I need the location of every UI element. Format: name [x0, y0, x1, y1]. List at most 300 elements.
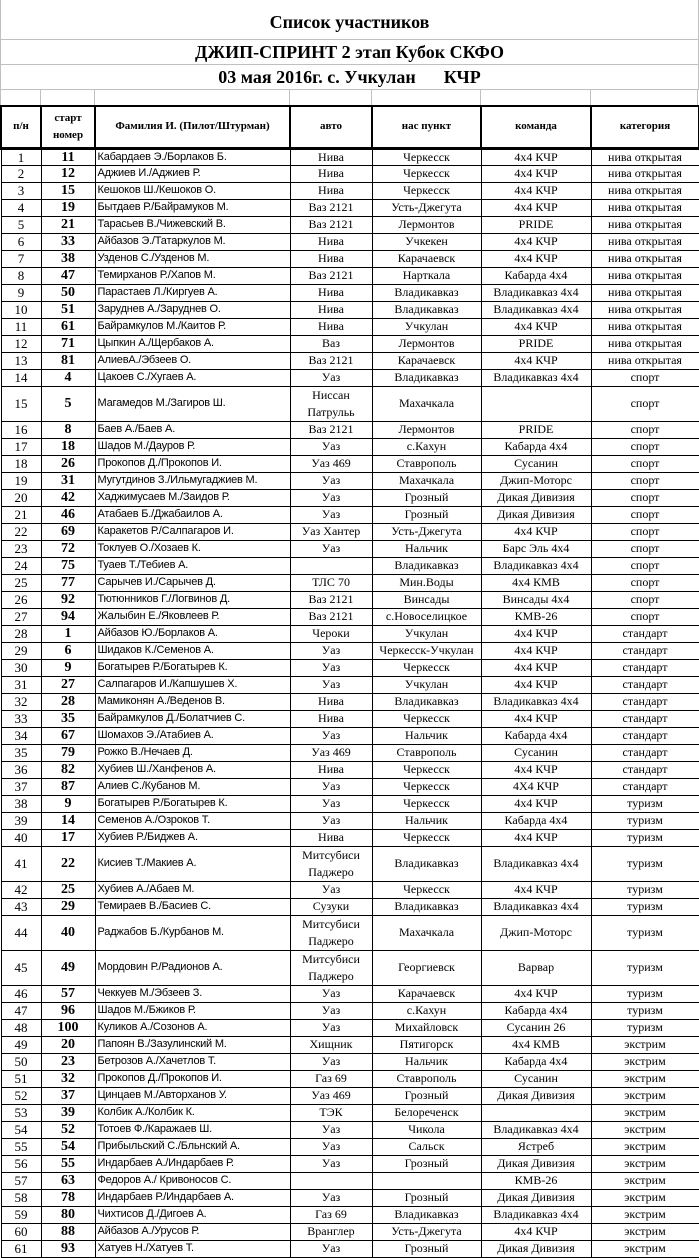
- table-row: [1, 301, 699, 318]
- category-cell: экстрим: [591, 1070, 699, 1087]
- category-cell: нива открытая: [591, 148, 699, 165]
- city-cell: Владикавказ: [372, 369, 481, 386]
- team-cell: Кабарда 4х4: [481, 812, 591, 829]
- row-number-cell: 39: [1, 812, 41, 829]
- crew-name-cell: Бетрозов А./Хачетлов Т.: [95, 1053, 290, 1070]
- crew-name-cell: Шадов М./Дауров Р.: [95, 438, 290, 455]
- table-row: [1, 386, 699, 421]
- crew-name-cell: Темираев В./Басиев С.: [95, 898, 290, 915]
- spacer-row: [0, 90, 698, 105]
- start-number-cell: 6: [41, 642, 95, 659]
- category-cell: экстрим: [591, 1138, 699, 1155]
- category-cell: стандарт: [591, 693, 699, 710]
- city-cell: Нальчик: [372, 727, 481, 744]
- category-cell: спорт: [591, 455, 699, 472]
- row-number-cell: 55: [1, 1138, 41, 1155]
- crew-name-cell: Парастаев Л./Киргуев А.: [95, 284, 290, 301]
- row-number-cell: 23: [1, 540, 41, 557]
- category-cell: стандарт: [591, 778, 699, 795]
- start-number-cell: 20: [41, 1036, 95, 1053]
- table-row: [1, 1189, 699, 1206]
- team-cell: PRIDE: [481, 421, 591, 438]
- crew-name-cell: Хубиев Ш./Ханфенов А.: [95, 761, 290, 778]
- category-cell: спорт: [591, 574, 699, 591]
- header-start-number: старт номер: [41, 106, 95, 148]
- table-row: [1, 778, 699, 795]
- car-cell: Уаз: [290, 727, 372, 744]
- title-block: [0, 0, 699, 90]
- team-cell: Кабарда 4х4: [481, 727, 591, 744]
- team-cell: Сусанин: [481, 744, 591, 761]
- city-cell: Черкесск: [372, 659, 481, 676]
- car-cell: Уаз: [290, 1019, 372, 1036]
- row-number-cell: 1: [1, 148, 41, 165]
- category-cell: стандарт: [591, 710, 699, 727]
- header-category: категория: [591, 106, 699, 148]
- city-cell: Владикавказ: [372, 1206, 481, 1223]
- car-cell: Уаз: [290, 659, 372, 676]
- category-cell: нива открытая: [591, 165, 699, 182]
- team-cell: PRIDE: [481, 335, 591, 352]
- car-cell: Вранглер: [290, 1223, 372, 1240]
- row-number-cell: 14: [1, 369, 41, 386]
- team-cell: Владикавказ 4х4: [481, 1121, 591, 1138]
- team-cell: Владикавказ 4х4: [481, 1206, 591, 1223]
- crew-name-cell: Прокопов Д./Прокопов И.: [95, 1070, 290, 1087]
- table-row: [1, 898, 699, 915]
- category-cell: экстрим: [591, 1053, 699, 1070]
- team-cell: 4х4 КЧР: [481, 165, 591, 182]
- city-cell: Лермонтов: [372, 335, 481, 352]
- start-number-cell: 46: [41, 506, 95, 523]
- start-number-cell: 40: [41, 915, 95, 950]
- table-row: [1, 1223, 699, 1240]
- team-cell: 4х4 КМВ: [481, 1036, 591, 1053]
- row-number-cell: 28: [1, 625, 41, 642]
- table-row: [1, 761, 699, 778]
- table-row: [1, 710, 699, 727]
- crew-name-cell: Мамиконян А./Веденов В.: [95, 693, 290, 710]
- city-cell: Нальчик: [372, 1053, 481, 1070]
- row-number-cell: 19: [1, 472, 41, 489]
- crew-name-cell: Шидаков К./Семенов А.: [95, 642, 290, 659]
- start-number-cell: 35: [41, 710, 95, 727]
- start-number-cell: 55: [41, 1155, 95, 1172]
- table-row: [1, 438, 699, 455]
- start-number-cell: 38: [41, 250, 95, 267]
- team-cell: Винсады 4х4: [481, 591, 591, 608]
- row-number-cell: 57: [1, 1172, 41, 1189]
- start-number-cell: 8: [41, 421, 95, 438]
- crew-name-cell: Тотоев Ф./Каражаев Ш.: [95, 1121, 290, 1138]
- team-cell: Ястреб: [481, 1138, 591, 1155]
- team-cell: Джип-Моторс: [481, 472, 591, 489]
- city-cell: Черкесск: [372, 881, 481, 898]
- team-cell: Владикавказ 4х4: [481, 898, 591, 915]
- car-cell: Уаз: [290, 881, 372, 898]
- crew-name-cell: Айбазов Э./Татаркулов М.: [95, 233, 290, 250]
- category-cell: туризм: [591, 812, 699, 829]
- team-cell: PRIDE: [481, 216, 591, 233]
- category-cell: спорт: [591, 540, 699, 557]
- car-cell: Уаз: [290, 642, 372, 659]
- city-cell: Винсады: [372, 591, 481, 608]
- car-cell: Нива: [290, 165, 372, 182]
- city-cell: Владикавказ: [372, 693, 481, 710]
- start-number-cell: 26: [41, 455, 95, 472]
- start-number-cell: 75: [41, 557, 95, 574]
- table-body: [1, 148, 699, 1257]
- car-cell: [290, 557, 372, 574]
- crew-name-cell: АлиевА./Эбзеев О.: [95, 352, 290, 369]
- category-cell: спорт: [591, 608, 699, 625]
- page-title: Список участников: [1, 0, 698, 40]
- city-cell: Владикавказ: [372, 284, 481, 301]
- team-cell: Дикая Дивизия: [481, 1240, 591, 1257]
- crew-name-cell: Кисиев Т./Макиев А.: [95, 846, 290, 881]
- category-cell: экстрим: [591, 1104, 699, 1121]
- team-cell: 4х4 КЧР: [481, 676, 591, 693]
- table-row: [1, 1206, 699, 1223]
- start-number-cell: 88: [41, 1223, 95, 1240]
- team-cell: КМВ-26: [481, 608, 591, 625]
- start-number-cell: 25: [41, 881, 95, 898]
- car-cell: Ваз: [290, 335, 372, 352]
- team-cell: Сусанин: [481, 455, 591, 472]
- start-number-cell: 63: [41, 1172, 95, 1189]
- start-number-cell: 80: [41, 1206, 95, 1223]
- event-date-location: [1, 65, 698, 90]
- start-number-cell: 92: [41, 591, 95, 608]
- car-cell: Уаз: [290, 506, 372, 523]
- team-cell: Дикая Дивизия: [481, 1087, 591, 1104]
- table-row: [1, 165, 699, 182]
- category-cell: спорт: [591, 557, 699, 574]
- team-cell: Дикая Дивизия: [481, 1155, 591, 1172]
- car-cell: Чероки: [290, 625, 372, 642]
- start-number-cell: 54: [41, 1138, 95, 1155]
- team-cell: 4х4 КЧР: [481, 352, 591, 369]
- crew-name-cell: Жалыбин Е./Яковлеев Р.: [95, 608, 290, 625]
- team-cell: Барс Эль 4х4: [481, 540, 591, 557]
- category-cell: спорт: [591, 506, 699, 523]
- crew-name-cell: Алиев С./Кубанов М.: [95, 778, 290, 795]
- category-cell: туризм: [591, 898, 699, 915]
- row-number-cell: 32: [1, 693, 41, 710]
- crew-name-cell: Заруднев А./Заруднев О.: [95, 301, 290, 318]
- header-name: Фамилия И. (Пилот/Штурман): [95, 106, 290, 148]
- table-row: [1, 148, 699, 165]
- row-number-cell: 45: [1, 950, 41, 985]
- team-cell: Владикавказ 4х4: [481, 557, 591, 574]
- crew-name-cell: Богатырев Р./Богатырев К.: [95, 795, 290, 812]
- team-cell: 4х4 КЧР: [481, 795, 591, 812]
- category-cell: экстрим: [591, 1189, 699, 1206]
- car-cell: Уаз: [290, 1189, 372, 1206]
- city-cell: Усть-Джегута: [372, 523, 481, 540]
- table-row: [1, 352, 699, 369]
- start-number-cell: 9: [41, 659, 95, 676]
- table-row: [1, 267, 699, 284]
- car-cell: Ваз 2121: [290, 608, 372, 625]
- car-cell: Уаз 469: [290, 455, 372, 472]
- team-cell: Владикавказ 4х4: [481, 369, 591, 386]
- car-cell: Ваз 2121: [290, 199, 372, 216]
- row-number-cell: 36: [1, 761, 41, 778]
- table-row: [1, 744, 699, 761]
- car-cell: Нива: [290, 318, 372, 335]
- city-cell: Черкесск: [372, 778, 481, 795]
- car-cell: Ваз 2121: [290, 591, 372, 608]
- category-cell: стандарт: [591, 744, 699, 761]
- start-number-cell: 9: [41, 795, 95, 812]
- start-number-cell: 15: [41, 182, 95, 199]
- category-cell: стандарт: [591, 676, 699, 693]
- start-number-cell: 61: [41, 318, 95, 335]
- table-row: [1, 608, 699, 625]
- car-cell: Уаз: [290, 472, 372, 489]
- team-cell: Владикавказ 4х4: [481, 846, 591, 881]
- car-cell: Уаз: [290, 1121, 372, 1138]
- crew-name-cell: Туаев Т./Тебиев А.: [95, 557, 290, 574]
- row-number-cell: 48: [1, 1019, 41, 1036]
- table-row: [1, 950, 699, 985]
- team-cell: 4х4 КЧР: [481, 761, 591, 778]
- category-cell: нива открытая: [591, 335, 699, 352]
- start-number-cell: 21: [41, 216, 95, 233]
- table-row: [1, 489, 699, 506]
- city-cell: Нальчик: [372, 812, 481, 829]
- category-cell: нива открытая: [591, 250, 699, 267]
- category-cell: стандарт: [591, 727, 699, 744]
- car-cell: Уаз: [290, 1053, 372, 1070]
- row-number-cell: 53: [1, 1104, 41, 1121]
- crew-name-cell: Кабардаев Э./Борлаков Б.: [95, 148, 290, 165]
- team-cell: 4Х4 КЧР: [481, 778, 591, 795]
- category-cell: спорт: [591, 523, 699, 540]
- car-cell: Уаз: [290, 676, 372, 693]
- crew-name-cell: Баев А./Баев А.: [95, 421, 290, 438]
- table-row: [1, 1019, 699, 1036]
- start-number-cell: 94: [41, 608, 95, 625]
- car-cell: Уаз: [290, 1240, 372, 1257]
- category-cell: нива открытая: [591, 284, 699, 301]
- category-cell: туризм: [591, 881, 699, 898]
- crew-name-cell: Темирханов Р./Хапов М.: [95, 267, 290, 284]
- crew-name-cell: Магамедов М./Загиров Ш.: [95, 386, 290, 421]
- car-cell: Газ 69: [290, 1070, 372, 1087]
- start-number-cell: 32: [41, 1070, 95, 1087]
- crew-name-cell: Чеккуев М./Эбзеев З.: [95, 985, 290, 1002]
- date-location: 03 мая 2016г. с. Учкулан: [218, 67, 416, 87]
- city-cell: Махачкала: [372, 386, 481, 421]
- crew-name-cell: Хубиев А./Абаев М.: [95, 881, 290, 898]
- table-row: [1, 1070, 699, 1087]
- crew-name-cell: Мордовин Р./Радионов А.: [95, 950, 290, 985]
- table-row: [1, 727, 699, 744]
- row-number-cell: 40: [1, 829, 41, 846]
- city-cell: Грозный: [372, 506, 481, 523]
- car-cell: Уаз: [290, 438, 372, 455]
- start-number-cell: 12: [41, 165, 95, 182]
- row-number-cell: 52: [1, 1087, 41, 1104]
- row-number-cell: 43: [1, 898, 41, 915]
- crew-name-cell: Чихтисов Д./Дигоев А.: [95, 1206, 290, 1223]
- city-cell: Лермонтов: [372, 421, 481, 438]
- row-number-cell: 18: [1, 455, 41, 472]
- start-number-cell: 82: [41, 761, 95, 778]
- category-cell: экстрим: [591, 1223, 699, 1240]
- start-number-cell: 27: [41, 676, 95, 693]
- crew-name-cell: Цакоев С./Хугаев А.: [95, 369, 290, 386]
- table-row: [1, 693, 699, 710]
- start-number-cell: 14: [41, 812, 95, 829]
- row-number-cell: 47: [1, 1002, 41, 1019]
- category-cell: стандарт: [591, 642, 699, 659]
- category-cell: нива открытая: [591, 267, 699, 284]
- city-cell: Нарткала: [372, 267, 481, 284]
- car-cell: Уаз Хантер: [290, 523, 372, 540]
- category-cell: экстрим: [591, 1036, 699, 1053]
- city-cell: Георгиевск: [372, 950, 481, 985]
- team-cell: 4х4 КЧР: [481, 985, 591, 1002]
- team-cell: 4х4 КЧР: [481, 710, 591, 727]
- start-number-cell: 78: [41, 1189, 95, 1206]
- team-cell: Дикая Дивизия: [481, 1189, 591, 1206]
- crew-name-cell: Мугутдинов З./Ильмугаджиев М.: [95, 472, 290, 489]
- category-cell: нива открытая: [591, 199, 699, 216]
- start-number-cell: 100: [41, 1019, 95, 1036]
- car-cell: Уаз: [290, 778, 372, 795]
- table-row: [1, 335, 699, 352]
- team-cell: Владикавказ 4х4: [481, 284, 591, 301]
- row-number-cell: 37: [1, 778, 41, 795]
- team-cell: 4х4 КЧР: [481, 318, 591, 335]
- city-cell: Грозный: [372, 489, 481, 506]
- start-number-cell: 19: [41, 199, 95, 216]
- category-cell: нива открытая: [591, 182, 699, 199]
- table-row: [1, 1087, 699, 1104]
- team-cell: Варвар: [481, 950, 591, 985]
- category-cell: нива открытая: [591, 318, 699, 335]
- table-row: [1, 591, 699, 608]
- start-number-cell: 47: [41, 267, 95, 284]
- car-cell: [290, 1172, 372, 1189]
- row-number-cell: 10: [1, 301, 41, 318]
- team-cell: Владикавказ 4х4: [481, 301, 591, 318]
- car-cell: Нива: [290, 250, 372, 267]
- start-number-cell: 11: [41, 148, 95, 165]
- table-row: [1, 915, 699, 950]
- team-cell: 4х4 КЧР: [481, 182, 591, 199]
- row-number-cell: 4: [1, 199, 41, 216]
- city-cell: Черкесск: [372, 148, 481, 165]
- city-cell: Усть-Джегута: [372, 1223, 481, 1240]
- car-cell: Митсубиси Паджеро: [290, 915, 372, 950]
- city-cell: Черкесск: [372, 761, 481, 778]
- row-number-cell: 34: [1, 727, 41, 744]
- team-cell: 4х4 КЧР: [481, 199, 591, 216]
- category-cell: спорт: [591, 421, 699, 438]
- table-row: [1, 642, 699, 659]
- crew-name-cell: Цинцаев М./Авторханов У.: [95, 1087, 290, 1104]
- car-cell: Уаз: [290, 812, 372, 829]
- row-number-cell: 46: [1, 985, 41, 1002]
- city-cell: Михайловск: [372, 1019, 481, 1036]
- table-row: [1, 812, 699, 829]
- category-cell: спорт: [591, 386, 699, 421]
- category-cell: спорт: [591, 472, 699, 489]
- category-cell: экстрим: [591, 1121, 699, 1138]
- table-row: [1, 1121, 699, 1138]
- row-number-cell: 35: [1, 744, 41, 761]
- table-row: [1, 881, 699, 898]
- start-number-cell: 52: [41, 1121, 95, 1138]
- category-cell: спорт: [591, 369, 699, 386]
- header-car: авто: [290, 106, 372, 148]
- table-row: [1, 523, 699, 540]
- row-number-cell: 59: [1, 1206, 41, 1223]
- start-number-cell: 37: [41, 1087, 95, 1104]
- row-number-cell: 17: [1, 438, 41, 455]
- table-row: [1, 216, 699, 233]
- table-row: [1, 659, 699, 676]
- crew-name-cell: Айбазов А./Урусов Р.: [95, 1223, 290, 1240]
- crew-name-cell: Узденов С./Узденов М.: [95, 250, 290, 267]
- team-cell: Кабарда 4х4: [481, 1053, 591, 1070]
- city-cell: Усть-Джегута: [372, 199, 481, 216]
- row-number-cell: 15: [1, 386, 41, 421]
- car-cell: Уаз 469: [290, 1087, 372, 1104]
- table-row: [1, 1155, 699, 1172]
- table-row: [1, 574, 699, 591]
- row-number-cell: 58: [1, 1189, 41, 1206]
- team-cell: Сусанин 26: [481, 1019, 591, 1036]
- category-cell: экстрим: [591, 1240, 699, 1257]
- team-cell: 4х4 КЧР: [481, 659, 591, 676]
- team-cell: 4х4 КЧР: [481, 148, 591, 165]
- row-number-cell: 27: [1, 608, 41, 625]
- crew-name-cell: Хатуев Н./Хатуев Т.: [95, 1240, 290, 1257]
- table-row: [1, 625, 699, 642]
- city-cell: Грозный: [372, 1189, 481, 1206]
- city-cell: Владикавказ: [372, 898, 481, 915]
- table-row: [1, 540, 699, 557]
- category-cell: туризм: [591, 1002, 699, 1019]
- city-cell: Владикавказ: [372, 846, 481, 881]
- category-cell: туризм: [591, 846, 699, 881]
- car-cell: Хищник: [290, 1036, 372, 1053]
- table-row: [1, 1036, 699, 1053]
- city-cell: Грозный: [372, 1240, 481, 1257]
- start-number-cell: 28: [41, 693, 95, 710]
- row-number-cell: 54: [1, 1121, 41, 1138]
- crew-name-cell: Аджиев И./Аджиев Р.: [95, 165, 290, 182]
- table-row: [1, 472, 699, 489]
- row-number-cell: 50: [1, 1053, 41, 1070]
- start-number-cell: 50: [41, 284, 95, 301]
- category-cell: спорт: [591, 591, 699, 608]
- crew-name-cell: Федоров А./ Кривоносов С.: [95, 1172, 290, 1189]
- table-row: [1, 1053, 699, 1070]
- car-cell: Сузуки: [290, 898, 372, 915]
- start-number-cell: 5: [41, 386, 95, 421]
- row-number-cell: 7: [1, 250, 41, 267]
- car-cell: Нива: [290, 301, 372, 318]
- start-number-cell: 87: [41, 778, 95, 795]
- crew-name-cell: Байрамкулов Д./Болатчиев С.: [95, 710, 290, 727]
- city-cell: Нальчик: [372, 540, 481, 557]
